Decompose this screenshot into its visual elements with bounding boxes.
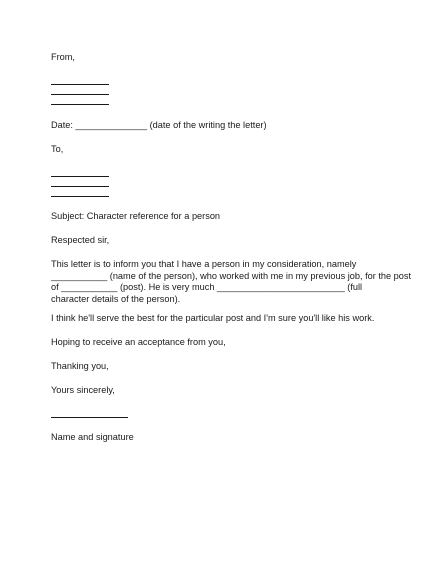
to-label: To, xyxy=(51,144,64,154)
second-paragraph: I think he'll serve the best for the particular post and I'm sure you'll like his work. xyxy=(51,313,375,323)
body-line: character details of the person). xyxy=(51,293,181,304)
to-blank-line-3 xyxy=(51,196,109,197)
closing-line: Yours sincerely, xyxy=(51,385,115,395)
body-paragraph xyxy=(51,259,412,305)
body-line: This letter is to inform you that I have a person in my consideration, namely xyxy=(51,259,357,269)
subject-line: Subject: Character reference for a person xyxy=(51,211,221,221)
body-line: ___________ (name of the person), who worked with me in my previous job, for the post xyxy=(51,270,412,281)
body-line: of ___________ (post). He is very much _________________________ (full xyxy=(51,282,363,293)
to-blank-line-1 xyxy=(51,176,109,177)
from-blank-line-2 xyxy=(51,94,109,95)
to-blank-line-2 xyxy=(51,186,109,187)
thanks-line: Thanking you, xyxy=(51,361,109,371)
from-blank-line-3 xyxy=(51,104,109,105)
from-blank-line-1 xyxy=(51,84,109,85)
signature-label: Name and signature xyxy=(51,432,134,442)
third-paragraph: Hoping to receive an acceptance from you, xyxy=(51,337,226,347)
salutation: Respected sir, xyxy=(51,235,110,245)
date-line: Date: ______________ (date of the writing the letter) xyxy=(51,120,267,130)
signature-blank-line xyxy=(51,417,128,418)
from-label: From, xyxy=(51,52,75,62)
